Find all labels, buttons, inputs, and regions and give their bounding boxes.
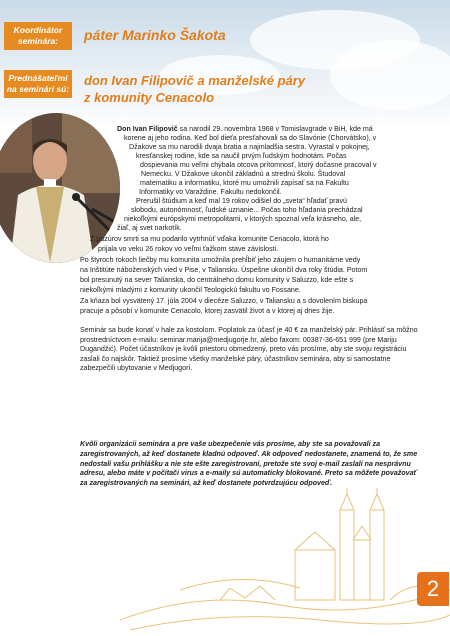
- bio-line: Prerušil štúdium a keď mal 19 rokov odišiel do „sveta“ hľadať pravú: [136, 197, 347, 205]
- bio-line: kresťanskej rodine, kde sa naučil prvým ľudským hodnotám. Počas: [136, 152, 347, 160]
- coordinator-label: Koordinátor seminára:: [4, 22, 72, 50]
- bio-line: matematiku a informatiku, ktoré mu umožnili zapísať sa na Fakultu: [140, 179, 349, 187]
- seminar-info: Seminár sa bude konať v hale za kostolom. Poplatok za účasť je 40 € za manželský pár. Prihlásiť sa môžno prostredníctvom e-mailu: seminar.marija@medjugorje.hr, alebo faxom: 00387-36-651 999 (pre Mariju Dugandžić). Počet účastníkov je kvôli priestoru obmedzený, preto vás prosíme, aby ste svoju registráciu zaslali čo najskôr. Taktiež prosíme všetky manželské páry, účastníkov seminára, aby si samostatne zabezpečili ubytovanie v Medjugorí.: [80, 326, 418, 373]
- bio-line: niekoľkými mladými z komunity ukončil Teologickú fakultu vo Fossane.: [80, 286, 301, 294]
- registration-notice: Kvôli organizácii seminára a pre vaše ubezpečenie vás prosíme, aby ste sa považovali za zaregistrovaných, až keď dostanete kladnú odpoveď. Ak odpoveď nedostanete, znamená to, že sme nedostali vašu prihlášku a nie ste ešte zaregistrovaní, pretože ste svoj e-mail zaslali na nesprávnu adresu, alebo máte v počítači virus a e-maily sú automaticky blokované. Preto sa môžete považovať za zaregistrovaných na seminári, až keď dostanete potvrdzujúcu odpoveď.: [80, 440, 418, 488]
- sky-background: [0, 0, 450, 130]
- bio-line: prijala vo veku 26 rokov vo veľmi ťažkom stave závislosti.: [98, 245, 279, 253]
- bio-line: Po štyroch rokoch liečby mu komunita umožnila prehĺbiť jeho záujem o humanitárne vedy: [80, 256, 361, 264]
- bio-line: niekoľkými európskymi metropolitami, v ktorých spoznal veľa krásneho, ale,: [124, 215, 362, 223]
- lecturers-title-line1: don Ivan Filipovič a manželské páry: [84, 73, 306, 88]
- lecturers-title: [84, 72, 305, 106]
- bio-line: Džakove sa mu narodili dvaja bratia a najmladšia sestra. Vyrastal v pokojnej,: [129, 143, 370, 151]
- bio-line: na Inštitúte náboženských vied v Pise, v Taliansku. Úspešne ukončil dva roky štúdia. Potom: [80, 266, 368, 274]
- bio-line: Za kňaza bol vysvätený 17. júla 2004 v diecéze Saluzzo, v Taliansku a s dovolením biskupa: [80, 297, 368, 305]
- lecturers-title-line2: z komunity Cenacolo: [84, 90, 215, 105]
- bio-line: [117, 125, 373, 134]
- bio-line: pracuje a pôsobí v komunite Cenacolo, ktorej zasvätil život a v ktorej aj dnes žije.: [80, 307, 335, 315]
- church-sketch-illustration: [120, 470, 450, 636]
- lecturers-label: Prednášateľmi na seminári sú:: [4, 70, 72, 98]
- bio-line: žiaľ, aj svet narkotík.: [117, 224, 182, 232]
- bio-line: bol presunutý na sever Talianska, do centrálneho domu komunity v Saluzzo, kde ešte s: [80, 276, 354, 284]
- bio-line: Z pazúrov smrti sa mu podarilo vytrhnúť vďaka komunite Cenacolo, ktorá ho: [90, 235, 329, 243]
- bio-line: Informatiky vo Varaždine. Fakultu nedokončil.: [139, 188, 282, 196]
- bio-line: korene aj jeho rodina. Keď bol dieťa presťahovali sa do Slavónie (Chorvátsko), v: [124, 134, 377, 142]
- bio-line: Nemecku. V Džakove ukončil základnú a strednú školu. Študoval: [141, 170, 346, 178]
- bio-line: slobodu, autonómnosť, ľudské uznanie... Počas toho hľadania prechádzal: [131, 206, 363, 214]
- bio-line: dospievania mu veľmi chýbala otcova prítomnosť, ktorý dočasne pracoval v: [140, 161, 377, 169]
- page-number-badge: 2: [417, 572, 449, 606]
- coordinator-name: páter Marinko Šakota: [84, 27, 226, 43]
- bio-name: Don Ivan Filipovič: [117, 125, 178, 133]
- bio-line-text: sa narodil 29. novembra 1968 v Tomislavgrade v BiH, kde má: [177, 125, 373, 133]
